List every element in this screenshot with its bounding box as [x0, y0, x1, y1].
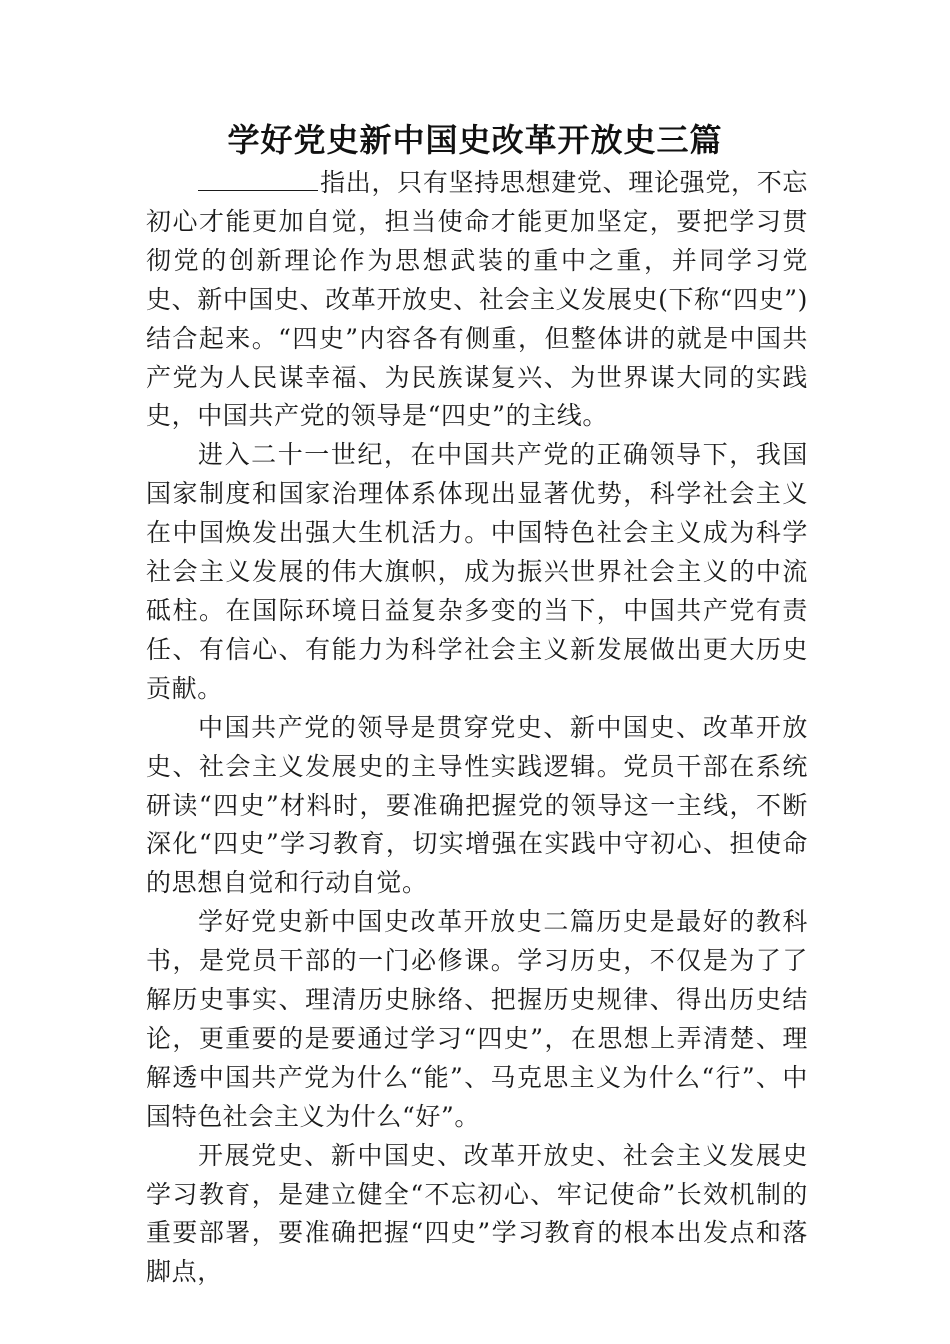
- paragraph-3: 中国共产党的领导是贯穿党史、新中国史、改革开放史、社会主义发展史的主导性实践逻辑。党员干部在系统研读“四史”材料时，要准确把握党的领导这一主线，不断深化“四史”学习教育，切实增强在实践中守初心、担使命的思想自觉和行动自觉。: [146, 712, 808, 898]
- blank-underline: [198, 170, 318, 191]
- paragraph-5: 开展党史、新中国史、改革开放史、社会主义发展史学习教育，是建立健全“不忘初心、牢记使命”长效机制的重要部署，要准确把握“四史”学习教育的根本出发点和落脚点，: [146, 1140, 808, 1287]
- paragraph-4: 学好党史新中国史改革开放史二篇历史是最好的教科书，是党员干部的一门必修课。学习历史，不仅是为了了解历史事实、理清历史脉络、把握历史规律、得出历史结论，更重要的是要通过学习“四史”，在思想上弄清楚、理解透中国共产党为什么“能”、马克思主义为什么“行”、中国特色社会主义为什么“好”。: [146, 907, 808, 1131]
- paragraph-1-text: 指出，只有坚持思想建党、理论强党，不忘初心才能更加自觉，担当使命才能更加坚定，要把学习贯彻党的创新理论作为思想武装的重中之重，并同学习党史、新中国史、改革开放史、社会主义发展史(下称“四史”)结合起来。“四史”内容各有侧重，但整体讲的就是中国共产党为人民谋幸福、为民族谋复兴、为世界谋大同的实践史，中国共产党的领导是“四史”的主线。: [146, 168, 808, 431]
- document-body: [146, 164, 808, 1292]
- document-title: 学好党史新中国史改革开放史三篇: [227, 121, 723, 159]
- paragraph-2: 进入二十一世纪，在中国共产党的正确领导下，我国国家制度和国家治理体系体现出显著优势，科学社会主义在中国焕发出强大生机活力。中国特色社会主义成为科学社会主义发展的伟大旗帜，成为振兴世界社会主义的中流砥柱。在国际环境日益复杂多变的当下，中国共产党有责任、有信心、有能力为科学社会主义新发展做出更大历史贡献。: [146, 440, 808, 703]
- paragraph-1: [146, 164, 808, 436]
